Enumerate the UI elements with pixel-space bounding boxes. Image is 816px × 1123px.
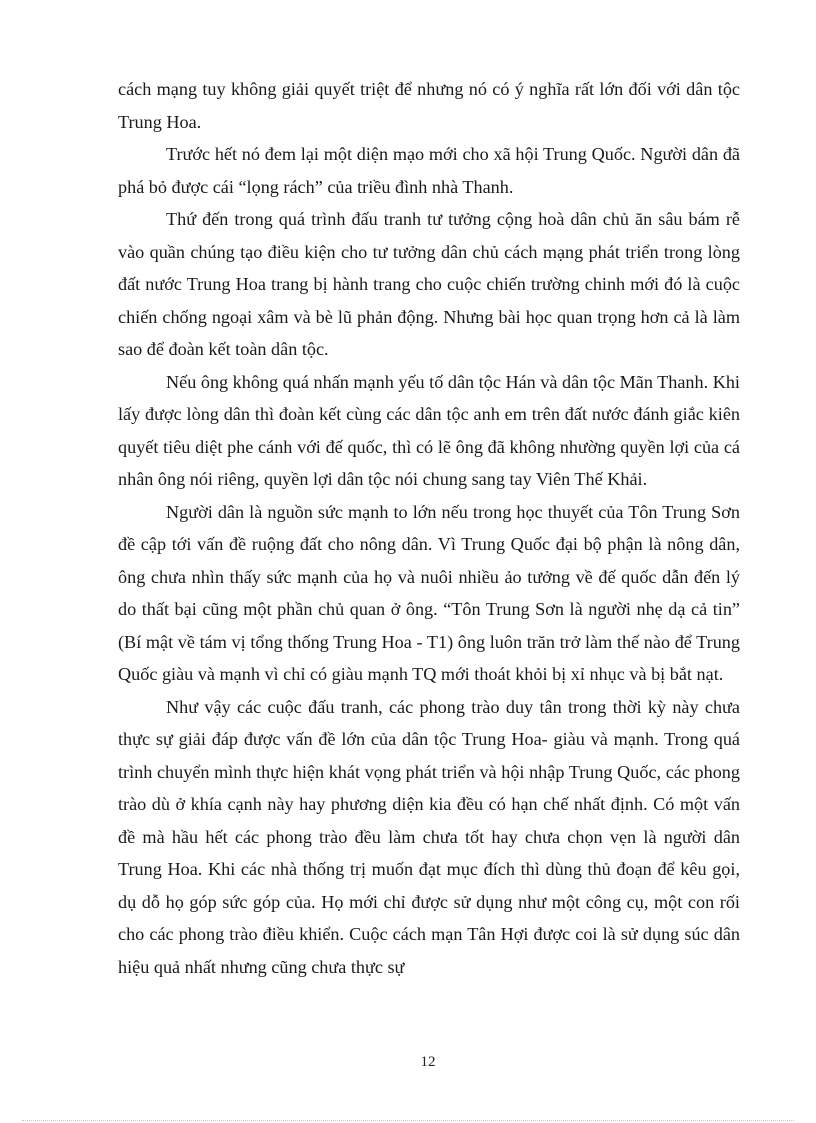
paragraph-1: cách mạng tuy không giải quyết triệt để nhưng nó có ý nghĩa rất lớn đối với dân tộc Trung Hoa. — [118, 79, 740, 132]
page-number: 12 — [420, 1054, 436, 1070]
paragraph-2: Trước hết nó đem lại một diện mạo mới cho xã hội Trung Quốc. Người dân đã phá bỏ được cái “lọng rách” của triều đình nhà Thanh. — [118, 144, 740, 197]
paragraph-3: Thứ đến trong quá trình đấu tranh tư tưởng cộng hoà dân chủ ăn sâu bám rễ vào quần chúng tạo điều kiện cho tư tưởng dân chủ cách mạng phát triển trong lòng đất nước Trung Hoa trang bị hành trang cho cuộc chiến trường chinh mới đó là cuộc chiến chống ngoại xâm và bè lũ phản động. Nhưng bài học quan trọng hơn cả là làm sao để đoàn kết toàn dân tộc. — [118, 209, 740, 359]
paragraph-4: Nếu ông không quá nhấn mạnh yếu tố dân tộc Hán và dân tộc Mãn Thanh. Khi lấy được lòng dân thì đoàn kết cùng các dân tộc anh em trên đất nước đánh giắc kiên quyết tiêu diệt phe cánh với đế quốc, thì có lẽ ông đã không nhường quyền lợi của cá nhân ông nói riêng, quyền lợi dân tộc nói chung sang tay Viên Thế Khải. — [118, 371, 740, 489]
paragraph-6: Như vậy các cuộc đấu tranh, các phong trào duy tân trong thời kỳ này chưa thực sự giải đáp được vấn đề lớn của dân tộc Trung Hoa- giàu và mạnh. Trong quá trình chuyển mình thực hiện khát vọng phát triển và hội nhập Trung Quốc, các phong trào dù ở khía cạnh này hay phương diện kia đều có hạn chế nhất định. Có một vấn đề mà hầu hết các phong trào đều làm chưa tốt hay chưa chọn vẹn là người dân Trung Hoa. Khi các nhà thống trị muốn đạt mục đích thì dùng thủ đoạn để kêu gọi, dụ dỗ họ góp sức góp của. Họ mới chỉ được sử dụng như một công cụ, một con rối cho các phong trào điều khiển. Cuộc cách mạn Tân Hợi được coi là sử dụng súc dân hiệu quả nhất nhưng cũng chưa thực sự — [118, 696, 740, 977]
document-body — [118, 73, 740, 983]
page-bottom-divider — [22, 1120, 794, 1121]
paragraph-5: Người dân là nguồn sức mạnh to lớn nếu trong học thuyết của Tôn Trung Sơn đề cập tới vấn đề ruộng đất cho nông dân. Vì Trung Quốc đại bộ phận là nông dân, ông chưa nhìn thấy sức mạnh của họ và nuôi nhiều ảo tưởng về đế quốc dẫn đến lý do thất bại cũng một phần chủ quan ở ông. “Tôn Trung Sơn là người nhẹ dạ cả tin” (Bí mật về tám vị tổng thống Trung Hoa - T1) ông luôn trăn trở làm thế nào để Trung Quốc giàu và mạnh vì chỉ có giàu mạnh TQ mới thoát khỏi bị xỉ nhục và bị bắt nạt. — [118, 501, 740, 684]
